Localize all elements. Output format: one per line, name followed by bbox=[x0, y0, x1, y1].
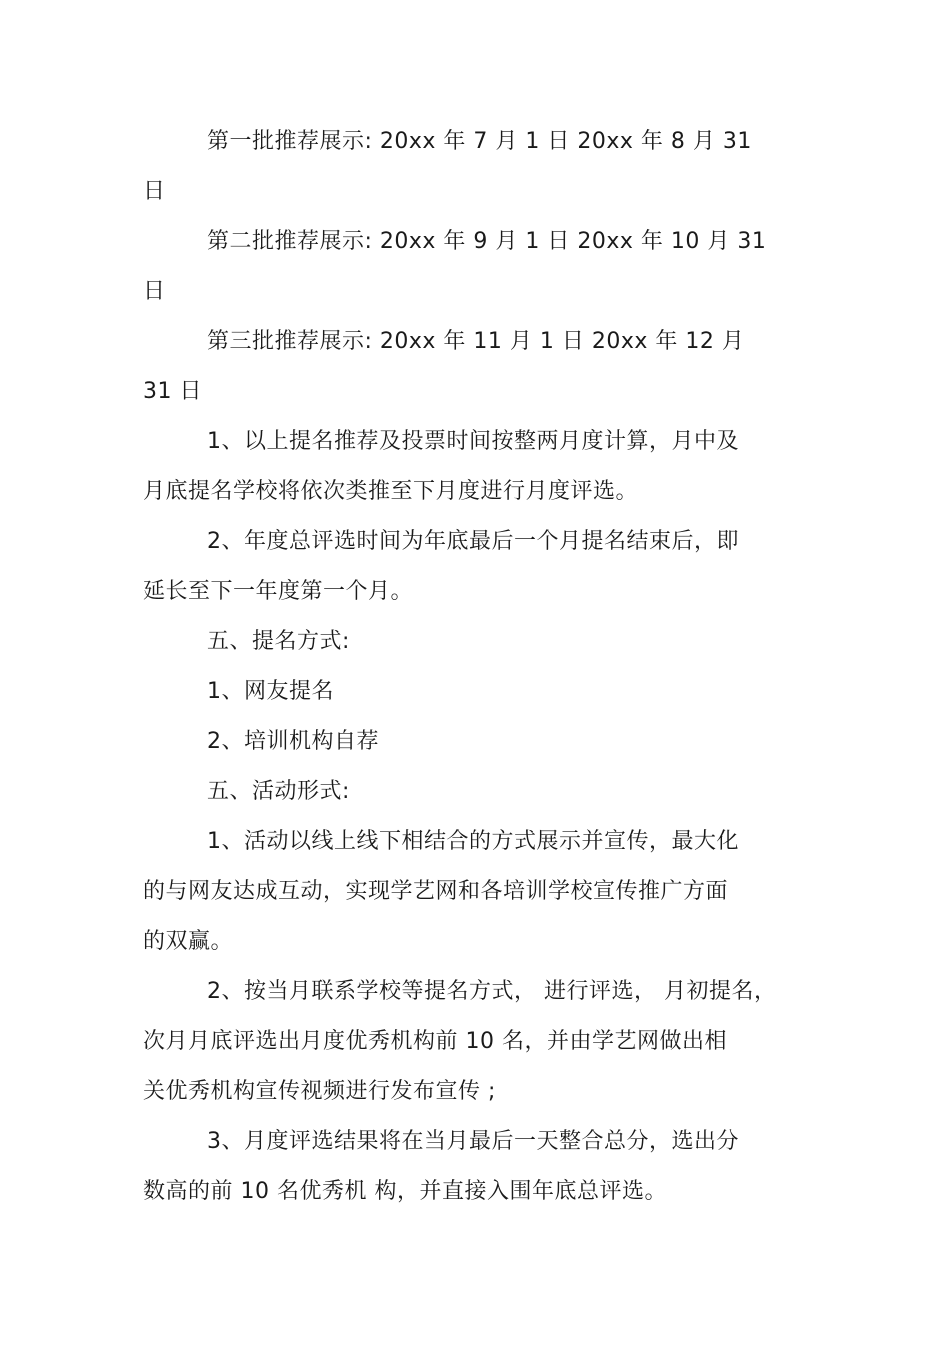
section-heading-activity: 五、活动形式: bbox=[207, 779, 350, 804]
activity-item-1-cont-2: 的双赢。 bbox=[143, 929, 234, 954]
note-1-text: 1、以上提名推荐及投票时间按整两月度计算，月中及 bbox=[207, 429, 739, 454]
note-1-text-cont: 月底提名学校将依次类推至下月度进行月度评选。 bbox=[143, 479, 639, 504]
batch-1-schedule-cont: 日 bbox=[143, 179, 166, 204]
activity-item-2: 2、按当月联系学校等提名方式， 进行评选， 月初提名， bbox=[207, 979, 777, 1004]
activity-item-2-cont: 次月月底评选出月度优秀机构前 10 名，并由学艺网做出相 bbox=[143, 1029, 727, 1054]
note-2-text: 2、年度总评选时间为年底最后一个月提名结束后，即 bbox=[207, 529, 739, 554]
activity-item-2-cont-2: 关优秀机构宣传视频进行发布宣传 ; bbox=[143, 1079, 496, 1104]
section-heading-nomination: 五、提名方式: bbox=[207, 629, 350, 654]
batch-1-schedule: 第一批推荐展示: 20xx 年 7 月 1 日 20xx 年 8 月 31 bbox=[207, 129, 752, 154]
batch-2-schedule-cont: 日 bbox=[143, 279, 166, 304]
nomination-item-2: 2、培训机构自荐 bbox=[207, 729, 379, 754]
note-2-text-cont: 延长至下一年度第一个月。 bbox=[143, 579, 414, 604]
activity-item-1: 1、活动以线上线下相结合的方式展示并宣传，最大化 bbox=[207, 829, 739, 854]
activity-item-1-cont: 的与网友达成互动，实现学艺网和各培训学校宣传推广方面 bbox=[143, 879, 729, 904]
batch-3-schedule: 第三批推荐展示: 20xx 年 11 月 1 日 20xx 年 12 月 bbox=[207, 329, 745, 354]
activity-item-3: 3、月度评选结果将在当月最后一天整合总分，选出分 bbox=[207, 1129, 739, 1154]
nomination-item-1: 1、网友提名 bbox=[207, 679, 334, 704]
activity-item-3-cont: 数高的前 10 名优秀机 构，并直接入围年底总评选。 bbox=[143, 1179, 667, 1204]
batch-3-schedule-cont: 31 日 bbox=[143, 379, 202, 404]
batch-2-schedule: 第二批推荐展示: 20xx 年 9 月 1 日 20xx 年 10 月 31 bbox=[207, 229, 767, 254]
